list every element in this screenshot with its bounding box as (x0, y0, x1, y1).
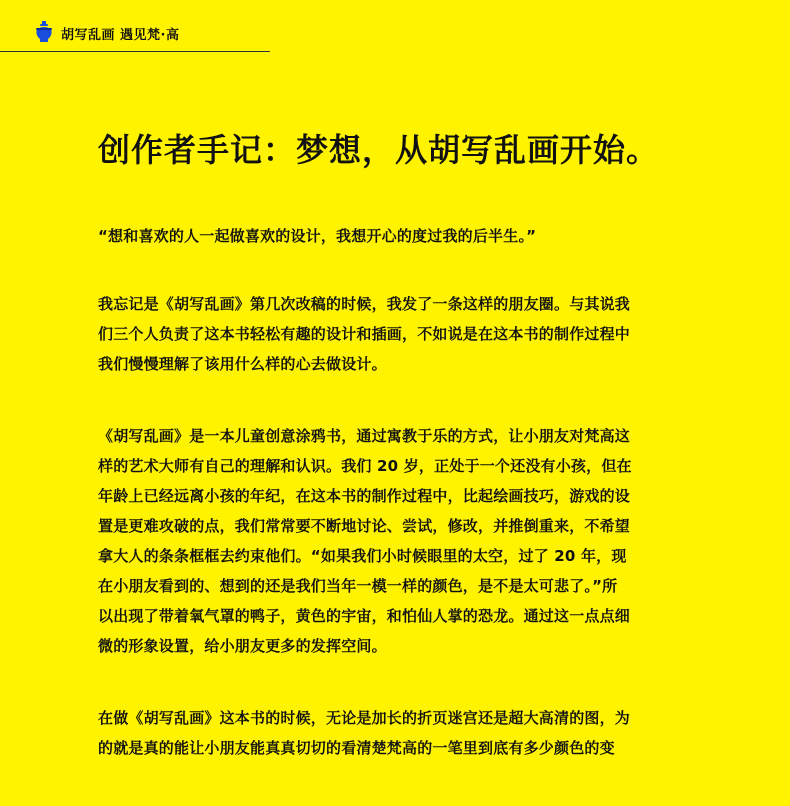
text-line: 在做《胡写乱画》这本书的时候，无论是加长的折页迷宫还是超大高清的图，为 (98, 709, 631, 727)
blue-pot-logo-icon (34, 20, 54, 44)
paragraph-3 (98, 703, 688, 763)
brand-name: 胡写乱画 遇见梵·高 (61, 28, 180, 43)
paragraph-1 (98, 289, 688, 379)
pull-quote: “想和喜欢的人一起做喜欢的设计，我想开心的度过我的后半生。” (98, 227, 537, 245)
paragraph-2 (98, 421, 688, 661)
text-line: 我们慢慢理解了该用什么样的心去做设计。 (98, 355, 387, 373)
article-body (98, 223, 688, 763)
text-line: 的就是真的能让小朋友能真真切切的看清楚梵高的一笔里到底有多少颜色的变 (98, 739, 615, 757)
text-line: 在小朋友看到的、想到的还是我们当年一模一样的颜色，是不是太可悲了。”所 (98, 577, 618, 595)
text-line: 们三个人负责了这本书轻松有趣的设计和插画，不如说是在这本书的制作过程中 (98, 325, 631, 343)
text-line: 以出现了带着氧气罩的鸭子，黄色的宇宙，和怕仙人掌的恐龙。通过这一点点细 (98, 607, 631, 625)
article-title: 创作者手记：梦想，从胡写乱画开始。 (98, 131, 660, 169)
top-bar (0, 0, 270, 53)
text-line: 我忘记是《胡写乱画》第几次改稿的时候，我发了一条这样的朋友圈。与其说我 (98, 295, 631, 313)
text-line: 《胡写乱画》是一本儿童创意涂鸦书，通过寓教于乐的方式，让小朋友对梵高这 (98, 427, 631, 445)
header-divider (0, 51, 270, 52)
text-line: 样的艺术大师有自己的理解和认识。我们 20 岁，正处于一个还没有小孩，但在 (98, 457, 632, 475)
text-line: 年龄上已经远离小孩的年纪，在这本书的制作过程中，比起绘画技巧，游戏的设 (98, 487, 631, 505)
text-line: 拿大人的条条框框去约束他们。“如果我们小时候眼里的太空，过了 20 年，现 (98, 547, 627, 565)
text-line: 置是更难攻破的点，我们常常要不断地讨论、尝试，修改，并推倒重来，不希望 (98, 517, 631, 535)
text-line: 微的形象设置，给小朋友更多的发挥空间。 (98, 637, 387, 655)
